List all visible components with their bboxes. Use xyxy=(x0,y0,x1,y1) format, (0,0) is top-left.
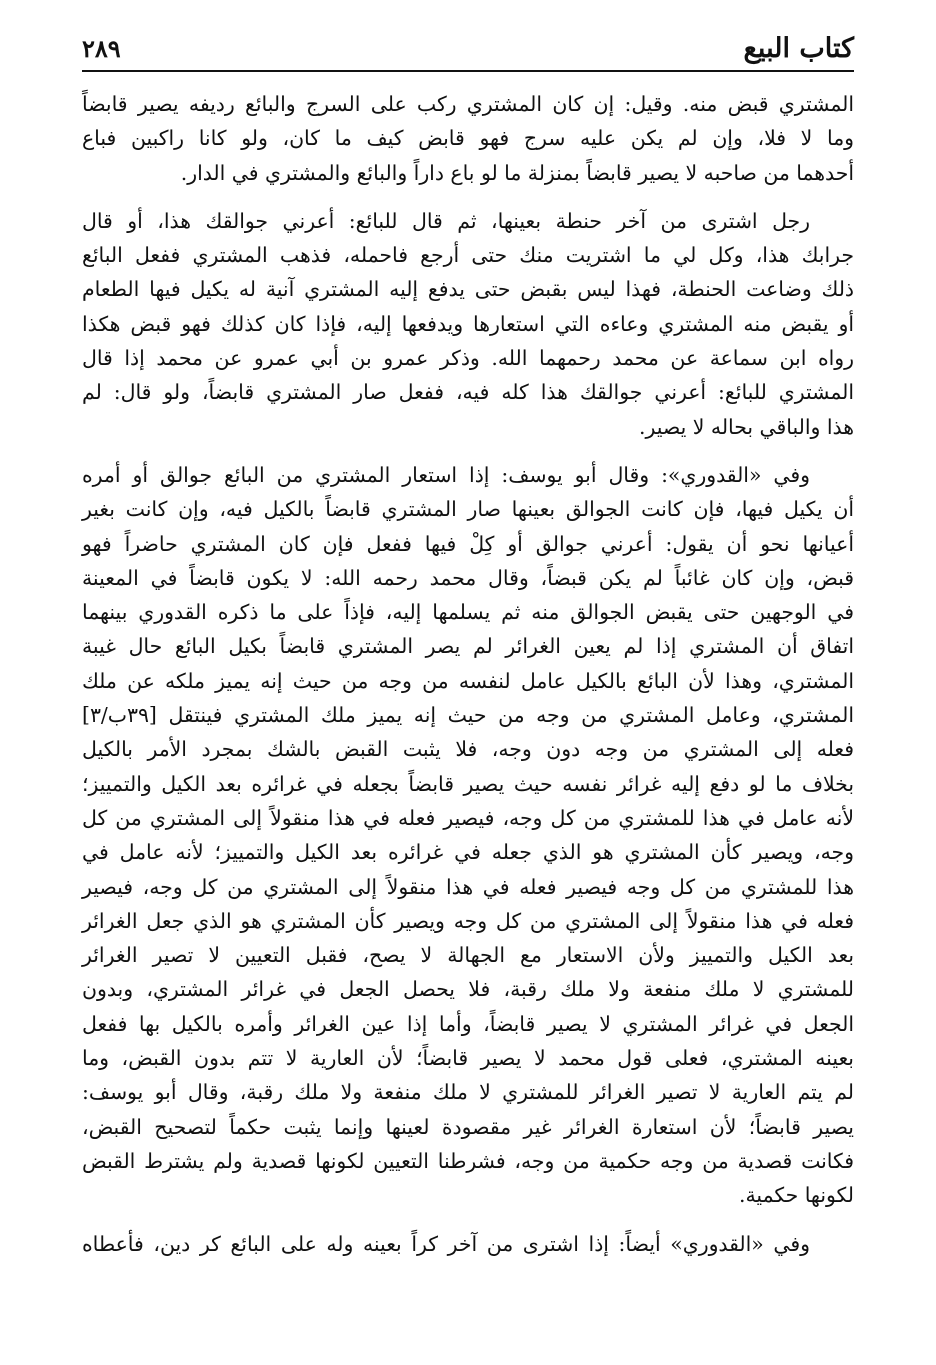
text-line: وفي «القدوري» أيضاً: إذا اشترى من آخر كراً بعينه وله على البائع كر دين، فأعطاه xyxy=(82,1231,810,1256)
text-line: قبض، وإن كان غائباً لم يكن قبضاً، وقال محمد رحمه الله: لا يكون قابضاً في المعينة xyxy=(82,565,854,590)
text-line: فكانت قصدية من وجه حكمية من وجه، فشرطنا التعيين لكونها قصدية ولم يشترط القبض xyxy=(82,1148,854,1173)
text-line: لم يتم العارية لا تصير الغرائر للمشتري لا ملك منفعة ولا ملك رقبة، وقال أبو يوسف: xyxy=(82,1080,854,1105)
text-line: هذا والباقي بحاله لا يصير. xyxy=(639,414,854,439)
text-line: رجل اشترى من آخر حنطة بعينها، ثم قال للبائع: أعرني جوالقك هذا، أو قال xyxy=(82,208,810,233)
text-line: أعيانها نحو أن يقول: أعرني جوالق أو كِلْ فيها ففعل فإن كان المشتري حاضراً فهو xyxy=(82,531,854,556)
text-line: لأنه عامل في هذا للمشتري من كل وجه، فيصير فعله في هذا منقولاً إلى المشتري من كل xyxy=(82,805,854,830)
page-header xyxy=(82,28,854,72)
text-line: فعله إلى المشتري من وجه دون وجه، فلا يثبت القبض بالشك بمجرد الأمر بالكيل xyxy=(82,737,854,762)
page-number: ٢٨٩ xyxy=(82,34,121,63)
paragraph xyxy=(82,204,854,444)
text-line: أن يكيل فيها، فإن كانت الجوالق بعينها صار المشتري قابضاً بالكيل فيه، وإن كانت بغير xyxy=(82,497,854,522)
text-line: المشتري قبض منه. وقيل: إن كان المشتري ركب على السرج والبائع رديفه يصير قابضاً xyxy=(82,92,854,116)
text-line: جرابك هذا، وكل لي ما اشتريت منك حتى أرجع فاحمله، فذهب المشتري ففعل البائع xyxy=(82,243,854,268)
text-line: وجه، ويصير كأن المشتري هو الذي جعله في غرائره بعد الكيل والتمييز؛ لأنه عامل في xyxy=(82,840,854,865)
text-line: ذلك وضاعت الحنطة، فهذا ليس بقبض حتى يدفع إليه المشتري آنية له يكيل فيها الطعام xyxy=(82,277,854,302)
text-line: يصير قابضاً؛ لأن استعارة الغرائر غير مقصودة لعينها وإنما يثبت حكماً لتصحيح القبض، xyxy=(82,1114,854,1139)
paragraph xyxy=(82,458,854,1213)
text-line: المشتري، وهذا لأن البائع بالكيل عامل لنفسه من وجه من حيث إنه يميز ملكه عن ملك xyxy=(82,668,854,693)
text-line: الجعل في غرائر المشتري لا يصير قابضاً، وأما إذا عين الغرائر وأمره بالكيل بها ففعل xyxy=(82,1011,854,1036)
text-line: بخلاف ما لو دفع إليه غرائر نفسه حيث يصير قابضاً بجعله في غرائره بعد الكيل والتمييز؛ xyxy=(82,771,854,796)
text-line: للمشتري لا ملك منفعة ولا ملك رقبة، فلا يحصل الجعل في غرائر المشتري، وبدون xyxy=(82,977,854,1002)
text-line: في الوجهين حتى يقبض الجوالق منه ثم يسلمها إليه، فإذاً على ما ذكره القدوري بينهما xyxy=(82,600,854,625)
text-line: اتفاق أن المشتري إذا لم يعين الغرائر لم يصر المشتري قابضاً بكيل البائع حال غيبة xyxy=(82,634,854,659)
paragraph xyxy=(82,87,854,190)
text-line: فعله في هذا منقولاً إلى المشتري من كل وجه ويصير كأن المشتري هو الذي جعل الغرائر xyxy=(82,908,854,933)
text-line: المشتري للبائع: أعرني جوالقك هذا كله فيه، ففعل صار المشتري قابضاً، ولو قال: لم xyxy=(82,380,854,405)
text-line: هذا للمشتري من كل وجه فيصير فعله في هذا منقولاً إلى المشتري من كل وجه، فيصير xyxy=(82,874,854,899)
chapter-title: كتاب البيع xyxy=(743,33,854,64)
document-page xyxy=(82,0,854,1365)
text-line: أو يقبض منه المشتري وعاءه التي استعارها ويدفعها إليه، فإذا كان كذلك فهو قبض هكذا xyxy=(82,311,854,336)
text-line: وما لا فلا، وإن لم يكن عليه سرج فهو قابض كيف ما كان، ولو كانا راكبين فباع xyxy=(82,126,854,151)
text-line: لكونها حكمية. xyxy=(739,1183,854,1208)
text-line: المشتري، وعامل المشتري من وجه من حيث إنه يميز ملك المشتري فينتقل [٣٩ب/٣] xyxy=(82,703,854,728)
text-line: أحدهما من صاحبه لا يصير قابضاً بمنزلة ما لو باع داراً والبائع والمشتري في الدار. xyxy=(180,160,854,185)
text-line: بعينه المشتري، فعلى قول محمد لا يصير قابضاً؛ لأن العارية لا تتم بدون القبض، وما xyxy=(82,1046,854,1071)
paragraph xyxy=(82,1227,854,1261)
body-text xyxy=(82,87,854,1275)
text-line: وفي «القدوري»: وقال أبو يوسف: إذا استعار المشتري من البائع جوالق أو أمره xyxy=(82,462,810,487)
text-line: رواه ابن سماعة عن محمد رحمهما الله. وذكر عمرو بن أبي عمرو عن محمد إذا قال xyxy=(82,346,854,371)
text-line: بعد الكيل والتمييز ولأن الاستعار مع الجهالة لا يصح، فقبل التعيين لا تصير الغرائر xyxy=(82,943,854,968)
